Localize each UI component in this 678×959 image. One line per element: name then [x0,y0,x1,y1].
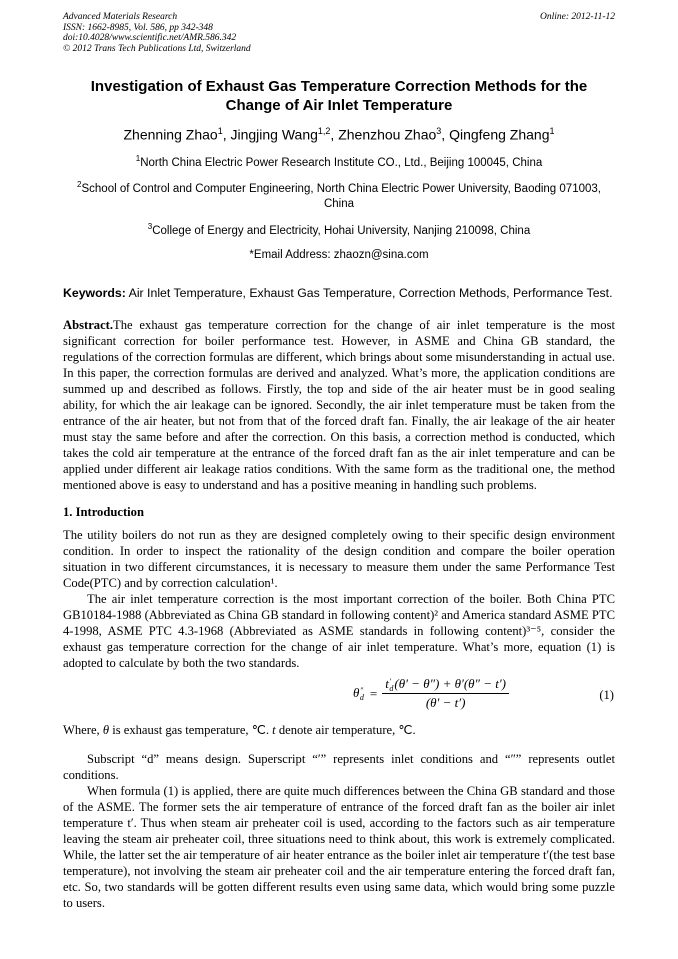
keywords-label: Keywords: [63,286,126,301]
abstract-paragraph [63,317,615,493]
abstract-text: The exhaust gas temperature correction for the change of air inlet temperature is the most significant correction for boiler performance test. However, in ASME and China GB standard, the regulations of the correction formulas are different, which brings about some misunderstanding in actual use. In this paper, the correction formulas are derived and analyzed. What’s more, the application conditions are summed up and described as follows. Firstly, the top and side of the air heater must be in good sealing ability, for which the air leakage can be ignored. Secondly, the air inlet temperature must be taken from the entrance of the air heater, but not from that of the forced draft fan. Finally, the air leakage of the air heater must stay the same before and after the correction. On this basis, a correction method is conducted, which takes the cold air temperature at the entrance of the forced draft fan as the air inlet temperature and can be applied under different air leakage ratios conditions. With the same form as the traditional one, the method mentioned above is easy to understand and has a positive meaning in handling such problems. [63,318,615,493]
lhs-supsub [360,687,364,701]
fraction-denominator: (θ′ − t′) [425,695,466,711]
author-affiliation-ref: 1 [549,126,555,136]
author-name: Qingfeng Zhang [449,126,550,143]
equals-sign: = [369,685,378,701]
author-separator: , [441,126,450,143]
affiliation-number: 3 [147,222,153,232]
journal-header [63,12,615,54]
num-superscript: ′ [389,677,392,687]
online-date: Online: 2012-11-12 [539,12,615,22]
equation-number: (1) [599,688,614,703]
intro-paragraph-2: The air inlet temperature correction is the most important correction of the boiler. Both China PTC GB10184-1988 (Abbreviated as China GB standard in following content)² and America standard ASME PTC 4-1998, ASME PTC 4.3-1968 (Abbreviated as ASME standards in following content)³⁻⁵, consider the exhaust gas temperature correction for the change of air inlet temperature. What’s more, equation (1) is adopted to calculate by both the two standards. [63,592,615,671]
affiliation-number: 1 [135,153,141,163]
journal-name: Advanced Materials Research [63,12,178,22]
paragraph-subscript-note: Subscript “d” means design. Superscript “′” represents inlet conditions and “″” represents outlet conditions. [63,752,615,783]
keywords-text: Air Inlet Temperature, Exhaust Gas Temperature, Correction Methods, Performance Test. [125,286,613,301]
lhs-subscript: d [359,693,364,703]
journal-issn-line: ISSN: 1662-8985, Vol. 586, pp 342-348 [63,22,213,33]
where-text-1: Where, [63,723,103,738]
num-supsub [389,678,393,692]
affiliation-number: 2 [77,180,82,190]
author-name: Jingjing Wang [230,126,318,143]
fraction-numerator [382,676,509,694]
keywords-line [63,285,615,302]
affiliation-text: North China Electric Power Research Institute CO., Ltd., Beijing 100045, China [140,156,543,169]
author-separator: , [330,126,339,143]
abstract-label: Abstract. [63,318,114,333]
author-separator: , [222,126,231,143]
author-affiliation-ref: 1 [217,126,223,136]
affiliations-block [63,151,615,239]
theta-symbol: θ [353,685,360,701]
lhs-superscript: ″ [359,686,364,696]
paragraph-formula-differences: When formula (1) is applied, there are quite much differences between the China GB standard and those of the ASME. The former sets the air temperature of entrance of the forced draft fan as the boiler air inlet temperature t′. Thus when steam air preheater coil is used, according to the factors such as air temperature leaving the steam air preheater coil, three situations need to think about, this work is extremely complicated. While, the latter set the air temperature of air heater entrance as the boiler inlet air temperature t′(the test base temperature), not involving the steam air preheater coil and the air temperature entering the forced draft fan, etc. So, two standards will be gotten different results even using same data, which would bring some puzzle to users. [63,784,615,911]
equation-1 [63,674,615,720]
equation-body [353,676,509,710]
theta-inline: θ [102,723,110,738]
journal-info-block [63,12,251,54]
author-name: Zhenzhou Zhao [338,126,437,143]
affiliation-text: School of Control and Computer Engineering, North China Electric Power University, Baoding 071003, China [81,183,601,211]
intro-paragraph-1: The utility boilers do not run as they are designed completely owing to their specific design environment condition. In order to inspect the rationality of the design condition and compare the boiler operation situation in two different circumstances, it is necessary to measure them under the same Performance Test Code(PTC) and by correction calculation¹. [63,528,615,591]
journal-copyright-line: © 2012 Trans Tech Publications Ltd, Switzerland [63,43,251,54]
where-line [63,722,615,738]
section-heading-introduction: 1. Introduction [63,505,144,520]
numerator-rest: (θ′ − θ″) + θ′(θ″ − t′) [394,676,507,692]
paper-title: Investigation of Exhaust Gas Temperature Correction Methods for the Change of Air Inlet Temperature [90,78,588,114]
affiliation [63,151,615,171]
equation-lhs [353,685,365,701]
affiliation [63,177,615,212]
t-inline: t [272,723,276,738]
t-symbol: t [385,676,389,692]
journal-doi-line: doi:10.4028/www.scientific.net/AMR.586.342 [63,33,237,43]
where-text-3: denote air temperature, ℃. [275,723,416,738]
author-affiliation-ref: 3 [436,126,442,136]
affiliation-text: College of Energy and Electricity, Hohai University, Nanjing 210098, China [152,225,531,238]
authors-line [63,122,615,144]
affiliation [63,219,615,239]
num-subscript: d [389,684,394,694]
email-line: *Email Address: zhaozn@sina.com [249,249,429,262]
author-affiliation-ref: 1,2 [317,126,331,136]
equation-fraction [382,676,509,710]
author-name: Zhenning Zhao [123,126,218,143]
where-text-2: is exhaust gas temperature, ℃. [109,723,273,738]
